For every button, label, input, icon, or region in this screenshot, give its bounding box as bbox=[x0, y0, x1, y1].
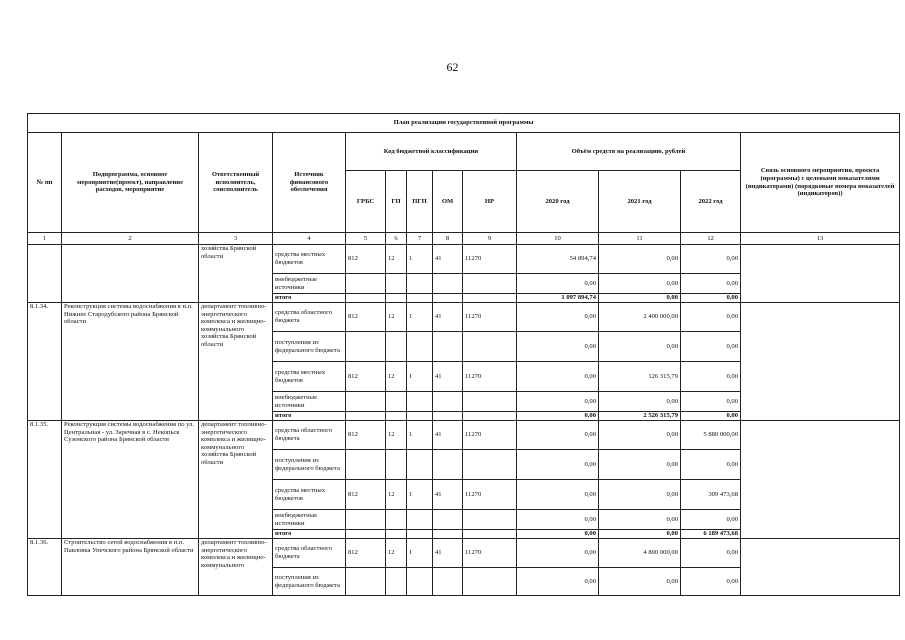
code-np: 11270 bbox=[463, 539, 517, 568]
source-label: средства областного бюджета bbox=[273, 303, 346, 332]
value-2021: 126 315,79 bbox=[599, 362, 681, 392]
table-row bbox=[28, 245, 900, 274]
num-cell: 8.1.34. bbox=[28, 303, 62, 421]
code-np: 11270 bbox=[463, 303, 517, 332]
header-responsible: Ответственный исполнитель, соисполнитель bbox=[199, 133, 273, 233]
total-2022: 0,00 bbox=[681, 412, 741, 421]
value-2021: 0,00 bbox=[599, 392, 681, 412]
value-2021: 2 400 000,00 bbox=[599, 303, 681, 332]
table-row bbox=[28, 303, 900, 332]
source-label: поступления из федерального бюджета bbox=[273, 568, 346, 596]
header-om: ОМ bbox=[433, 171, 463, 233]
code-om: 41 bbox=[433, 421, 463, 450]
value-2021: 0,00 bbox=[599, 510, 681, 530]
header-2020: 2020 год bbox=[517, 171, 599, 233]
responsible-cell: департамент топливно-энергетического комплекса и жилищно-коммунального хозяйства Брянской области bbox=[199, 303, 273, 421]
total-label: итого bbox=[273, 294, 346, 303]
code-np: 11270 bbox=[463, 362, 517, 392]
total-2020: 1 097 894,74 bbox=[517, 294, 599, 303]
num-cell bbox=[28, 245, 62, 303]
code-pgp: 1 bbox=[407, 539, 433, 568]
value-2022: 0,00 bbox=[681, 510, 741, 530]
value-2020: 0,00 bbox=[517, 332, 599, 362]
code-np: 11270 bbox=[463, 245, 517, 274]
total-2021: 0,00 bbox=[599, 294, 681, 303]
header-volume: Объём средств на реализацию, рублей bbox=[517, 133, 741, 171]
value-2021: 0,00 bbox=[599, 421, 681, 450]
source-label: средства местных бюджетов bbox=[273, 362, 346, 392]
source-label: средства местных бюджетов bbox=[273, 480, 346, 510]
num-cell: 8.1.36. bbox=[28, 539, 62, 596]
source-label: поступления из федерального бюджета bbox=[273, 332, 346, 362]
total-2020: 0,00 bbox=[517, 530, 599, 539]
code-pgp: 1 bbox=[407, 421, 433, 450]
value-2021: 0,00 bbox=[599, 480, 681, 510]
code-pgp: 1 bbox=[407, 303, 433, 332]
code-np: 11270 bbox=[463, 421, 517, 450]
responsible-cell: хозяйства Брянской области bbox=[199, 245, 273, 303]
col-number: 9 bbox=[463, 233, 517, 245]
value-2020: 0,00 bbox=[517, 274, 599, 294]
program-plan-table bbox=[27, 113, 899, 596]
col-number: 13 bbox=[741, 233, 900, 245]
value-2022: 5 880 000,00 bbox=[681, 421, 741, 450]
code-np: 11270 bbox=[463, 480, 517, 510]
header-kbk: Код бюджетной классификации bbox=[346, 133, 517, 171]
code-grbs: 812 bbox=[346, 480, 386, 510]
total-2020: 0,00 bbox=[517, 412, 599, 421]
value-2021: 0,00 bbox=[599, 568, 681, 596]
name-cell bbox=[62, 245, 199, 303]
header-2021: 2021 год bbox=[599, 171, 681, 233]
value-2020: 0,00 bbox=[517, 362, 599, 392]
responsible-cell: департамент топливно-энергетического комплекса и жилищно-коммунального хозяйства Брянской области bbox=[199, 421, 273, 539]
code-gp: 12 bbox=[386, 362, 407, 392]
source-label: средства областного бюджета bbox=[273, 421, 346, 450]
code-om: 41 bbox=[433, 539, 463, 568]
num-cell: 8.1.35. bbox=[28, 421, 62, 539]
value-2021: 4 800 000,00 bbox=[599, 539, 681, 568]
header-subprogram: Подпрограмма, основное мероприятие(проект), направление расходов, мероприятие bbox=[62, 133, 199, 233]
header-source: Источник финансового обеспечения bbox=[273, 133, 346, 233]
value-2022: 0,00 bbox=[681, 332, 741, 362]
code-pgp: 1 bbox=[407, 362, 433, 392]
code-om: 41 bbox=[433, 362, 463, 392]
value-2020: 0,00 bbox=[517, 510, 599, 530]
header-np: НР bbox=[463, 171, 517, 233]
link-cell bbox=[741, 421, 900, 539]
code-pgp: 1 bbox=[407, 480, 433, 510]
col-number: 12 bbox=[681, 233, 741, 245]
table-row bbox=[28, 539, 900, 568]
header-num: № пп bbox=[28, 133, 62, 233]
value-2020: 0,00 bbox=[517, 303, 599, 332]
value-2021: 0,00 bbox=[599, 274, 681, 294]
header-pgp: ПГП bbox=[407, 171, 433, 233]
code-grbs: 812 bbox=[346, 539, 386, 568]
value-2022: 0,00 bbox=[681, 303, 741, 332]
code-om: 41 bbox=[433, 245, 463, 274]
col-number: 7 bbox=[407, 233, 433, 245]
col-number: 5 bbox=[346, 233, 386, 245]
source-label: средства областного бюджета bbox=[273, 539, 346, 568]
value-2022: 0,00 bbox=[681, 274, 741, 294]
code-gp: 12 bbox=[386, 421, 407, 450]
source-label: поступления из федерального бюджета bbox=[273, 450, 346, 480]
col-number: 4 bbox=[273, 233, 346, 245]
col-number: 6 bbox=[386, 233, 407, 245]
name-cell: Реконструкция системы водоснабжения по ул. Центральная - ул. Заречная в с. Некопьск Суземского района Брянской области bbox=[62, 421, 199, 539]
value-2022: 0,00 bbox=[681, 362, 741, 392]
table-title: План реализации государственной программы bbox=[28, 114, 900, 133]
value-2021: 0,00 bbox=[599, 245, 681, 274]
table-row bbox=[28, 421, 900, 450]
value-2022: 0,00 bbox=[681, 392, 741, 412]
value-2020: 0,00 bbox=[517, 539, 599, 568]
code-om: 41 bbox=[433, 480, 463, 510]
code-grbs: 812 bbox=[346, 245, 386, 274]
name-cell: Строительство сетей водоснабжения в н.п. Павловка Унечского района Брянской области bbox=[62, 539, 199, 596]
code-gp: 12 bbox=[386, 245, 407, 274]
col-number: 2 bbox=[62, 233, 199, 245]
code-pgp: 1 bbox=[407, 245, 433, 274]
code-grbs: 812 bbox=[346, 303, 386, 332]
header-grbs: ГРБС bbox=[346, 171, 386, 233]
value-2022: 0,00 bbox=[681, 568, 741, 596]
header-2022: 2022 год bbox=[681, 171, 741, 233]
source-label: внебюджетные источники bbox=[273, 392, 346, 412]
value-2020: 0,00 bbox=[517, 450, 599, 480]
name-cell: Реконструкция системы водоснабжения в н.п. Нижнее Стародубского района Брянской области bbox=[62, 303, 199, 421]
code-gp: 12 bbox=[386, 539, 407, 568]
value-2020: 0,00 bbox=[517, 392, 599, 412]
total-2021: 2 526 315,79 bbox=[599, 412, 681, 421]
col-number: 11 bbox=[599, 233, 681, 245]
responsible-cell: департамент топливно-энергетического комплекса и жилищно-коммунального bbox=[199, 539, 273, 596]
value-2020: 54 894,74 bbox=[517, 245, 599, 274]
col-number: 3 bbox=[199, 233, 273, 245]
page-number: 62 bbox=[446, 60, 459, 74]
code-gp: 12 bbox=[386, 303, 407, 332]
header-gp: ГП bbox=[386, 171, 407, 233]
value-2022: 0,00 bbox=[681, 245, 741, 274]
source-label: внебюджетные источники bbox=[273, 510, 346, 530]
col-number: 10 bbox=[517, 233, 599, 245]
value-2020: 0,00 bbox=[517, 421, 599, 450]
total-2022: 6 189 473,68 bbox=[681, 530, 741, 539]
value-2020: 0,00 bbox=[517, 568, 599, 596]
source-label: средства местных бюджетов bbox=[273, 245, 346, 274]
code-om: 41 bbox=[433, 303, 463, 332]
code-grbs: 812 bbox=[346, 362, 386, 392]
col-number: 8 bbox=[433, 233, 463, 245]
value-2020: 0,00 bbox=[517, 480, 599, 510]
link-cell bbox=[741, 303, 900, 421]
total-2021: 0,00 bbox=[599, 530, 681, 539]
value-2022: 0,00 bbox=[681, 539, 741, 568]
link-cell bbox=[741, 539, 900, 596]
code-gp: 12 bbox=[386, 480, 407, 510]
total-2022: 0,00 bbox=[681, 294, 741, 303]
value-2022: 0,00 bbox=[681, 450, 741, 480]
value-2021: 0,00 bbox=[599, 450, 681, 480]
value-2021: 0,00 bbox=[599, 332, 681, 362]
header-link: Связь основного мероприятия, проекта (программы) с целевыми показателями (индикаторами) (порядковые номера показателей (индикаторов)) bbox=[741, 133, 900, 233]
col-number: 1 bbox=[28, 233, 62, 245]
total-label: итого bbox=[273, 530, 346, 539]
source-label: внебюджетные источники bbox=[273, 274, 346, 294]
total-label: итого bbox=[273, 412, 346, 421]
value-2022: 309 473,68 bbox=[681, 480, 741, 510]
link-cell bbox=[741, 245, 900, 303]
code-grbs: 812 bbox=[346, 421, 386, 450]
